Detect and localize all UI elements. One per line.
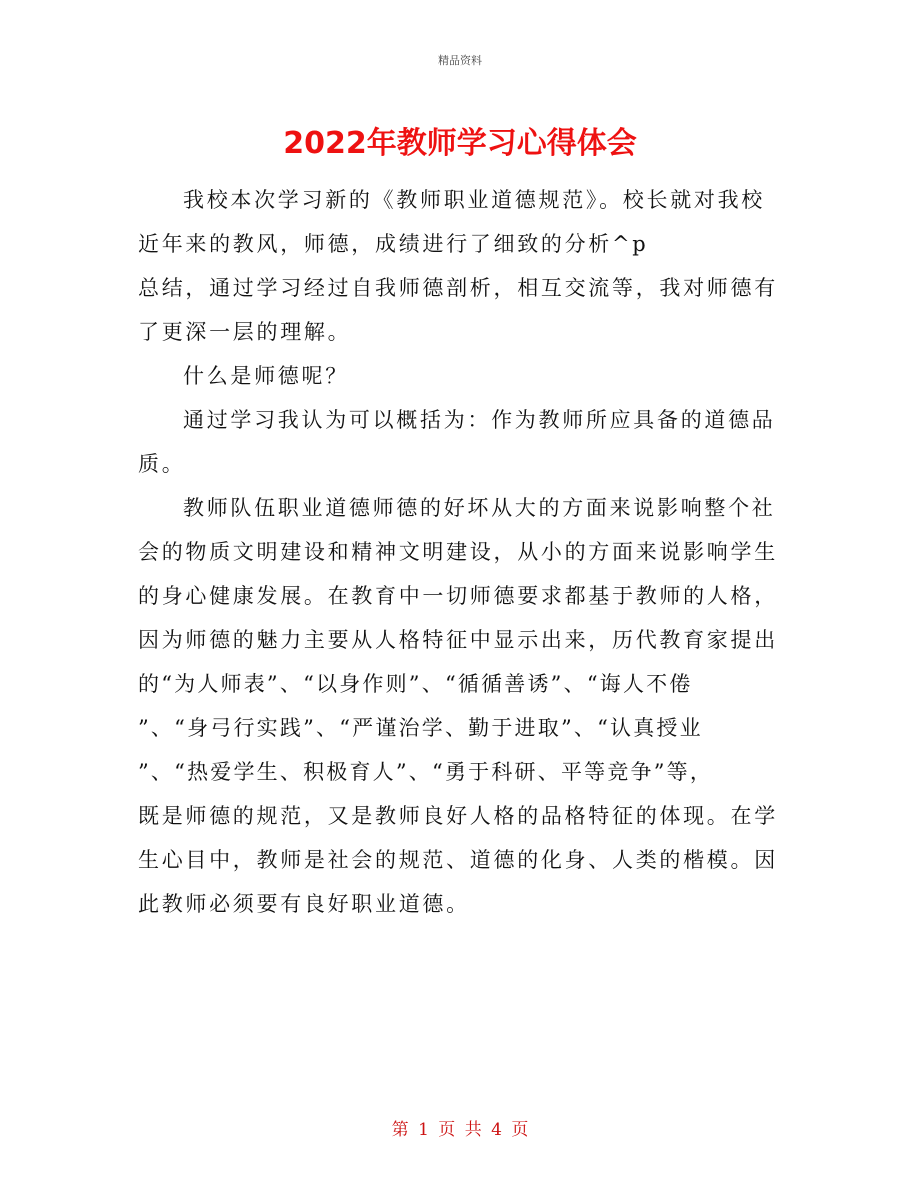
paragraph-line: 既是师德的规范，又是教师良好人格的品格特征的体现。在学 xyxy=(138,804,778,828)
paragraph-line: 了更深一层的理解。 xyxy=(138,320,352,344)
paragraph-line: 通过学习我认为可以概括为：作为教师所应具备的道德品 xyxy=(183,408,776,432)
page-number-footer: 第 1 页 共 4 页 xyxy=(391,1120,529,1140)
paragraph-line: 的身心健康发展。在教育中一切师德要求都基于教师的人格， xyxy=(138,584,778,608)
paragraph-line: 近年来的教风，师德，成绩进行了细致的分析^p xyxy=(138,232,649,256)
paragraph-line: 教师队伍职业道德师德的好坏从大的方面来说影响整个社 xyxy=(183,496,776,520)
document-body xyxy=(138,190,783,938)
paragraph-line: 的“为人师表”、“以身作则”、“循循善诱”、“诲人不倦 xyxy=(138,672,693,696)
paragraph-line: 生心目中，教师是社会的规范、道德的化身、人类的楷模。因 xyxy=(138,848,778,872)
paragraph-line: 质。 xyxy=(138,452,186,476)
paragraph-line: ”、“身弓行实践”、“严谨治学、勤于进取”、“认真授业 xyxy=(138,716,703,740)
paragraph-line: 我校本次学习新的《教师职业道德规范》。校长就对我校 xyxy=(183,188,765,212)
paragraph-line: 此教师必须要有良好职业道德。 xyxy=(138,892,470,916)
paragraph-line: 什么是师德呢？ xyxy=(183,364,349,388)
paragraph-line: 会的物质文明建设和精神文明建设，从小的方面来说影响学生 xyxy=(138,540,778,564)
page-header-label: 精品资料 xyxy=(438,54,482,67)
document-title: 2022年教师学习心得体会 xyxy=(283,126,637,161)
paragraph-line: 总结，通过学习经过自我师德剖析，相互交流等，我对师德有 xyxy=(138,276,778,300)
paragraph-line: 因为师德的魅力主要从人格特征中显示出来，历代教育家提出 xyxy=(138,628,778,652)
paragraph-line: ”、“热爱学生、积极育人”、“勇于科研、平等竞争”等， xyxy=(138,760,714,784)
